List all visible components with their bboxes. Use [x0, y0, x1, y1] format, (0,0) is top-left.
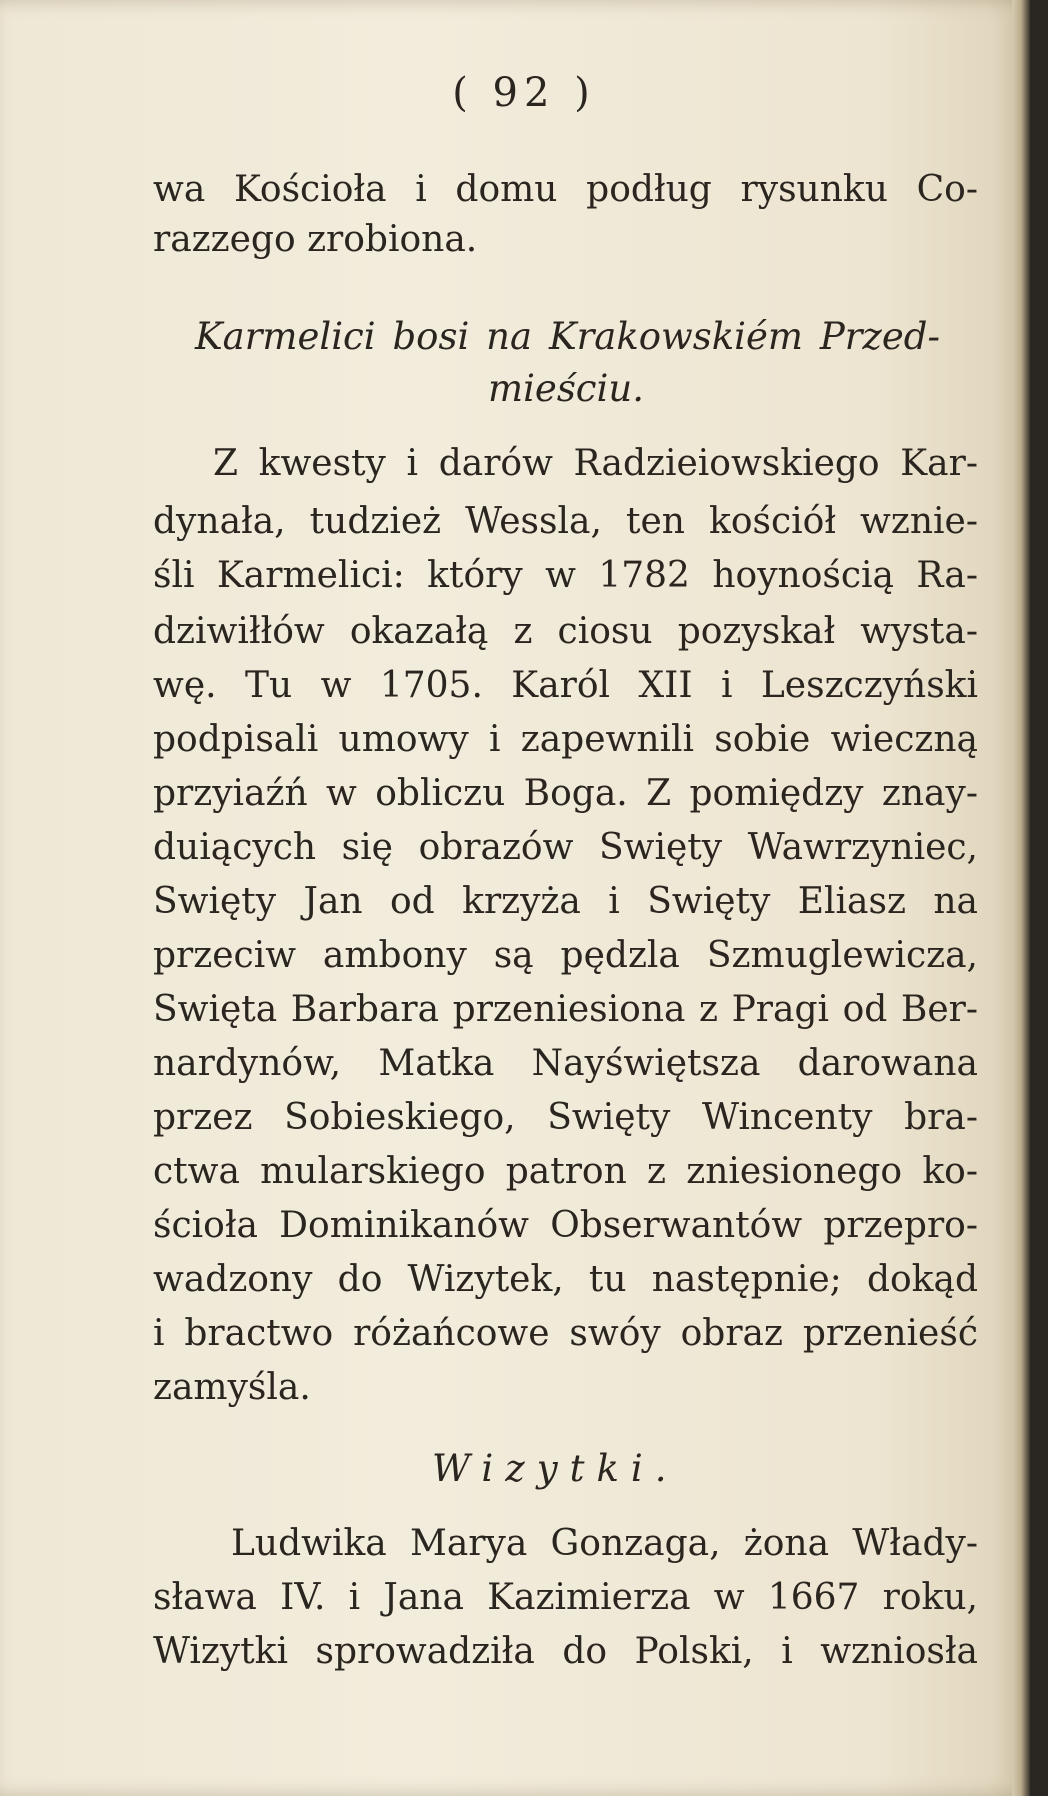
- text-line: sława IV. i Jana Kazimierza w 1667 roku,: [153, 1577, 978, 1618]
- text-line: Swięta Barbara przeniesiona z Pragi od Ber-: [153, 989, 978, 1030]
- text-line: przeciw ambony są pędzla Szmuglewicza,: [153, 935, 978, 976]
- text-line: Wizytki sprowadziła do Polski, i wzniosła: [153, 1631, 978, 1672]
- text-line: wadzony do Wizytek, tu następnie; dokąd: [153, 1259, 978, 1300]
- text-line: dziwiłłów okazałą z ciosu pozyskał wysta-: [153, 611, 978, 652]
- text-line: śli Karmelici: który w 1782 hoynością Ra-: [153, 555, 978, 596]
- text-line: wa Kościoła i domu podług rysunku Co-: [153, 169, 978, 210]
- section-heading-wizytki: Wizytki.: [432, 1447, 679, 1490]
- text-line: Z kwesty i darów Radzieiowskiego Kar-: [213, 443, 978, 484]
- text-line: podpisali umowy i zapewnili sobie wieczną: [153, 719, 978, 760]
- page-edge: [1012, 0, 1030, 1796]
- text-line: nardynów, Matka Nayświętsza darowana: [153, 1043, 978, 1084]
- text-line: ctwa mularskiego patron z zniesionego ko-: [153, 1151, 978, 1192]
- text-line: przez Sobieskiego, Swięty Wincenty bra-: [153, 1097, 978, 1138]
- text-line: Swięty Jan od krzyża i Swięty Eliasz na: [153, 881, 978, 922]
- text-line: dynała, tudzież Wessla, ten kościół wznie-: [153, 501, 978, 542]
- text-line: ścioła Dominikanów Obserwantów przepro-: [153, 1205, 978, 1246]
- page-number: ( 92 ): [452, 70, 596, 116]
- text-line: i bractwo różańcowe swóy obraz przenieść: [153, 1313, 978, 1354]
- text-line: zamyśla.: [153, 1367, 311, 1408]
- text-line: Ludwika Marya Gonzaga, żona Włady-: [231, 1523, 978, 1564]
- text-line: przyiaźń w obliczu Boga. Z pomiędzy znay-: [153, 773, 978, 814]
- section-heading-karmelici-continued: mieściu.: [488, 367, 644, 410]
- text-line: razzego zrobiona.: [153, 219, 478, 260]
- text-line: duiących się obrazów Swięty Wawrzyniec,: [153, 827, 978, 868]
- text-line: wę. Tu w 1705. Karól XII i Leszczyński: [153, 665, 978, 706]
- section-heading-karmelici: Karmelici bosi na Krakowskiém Przed-: [195, 315, 940, 358]
